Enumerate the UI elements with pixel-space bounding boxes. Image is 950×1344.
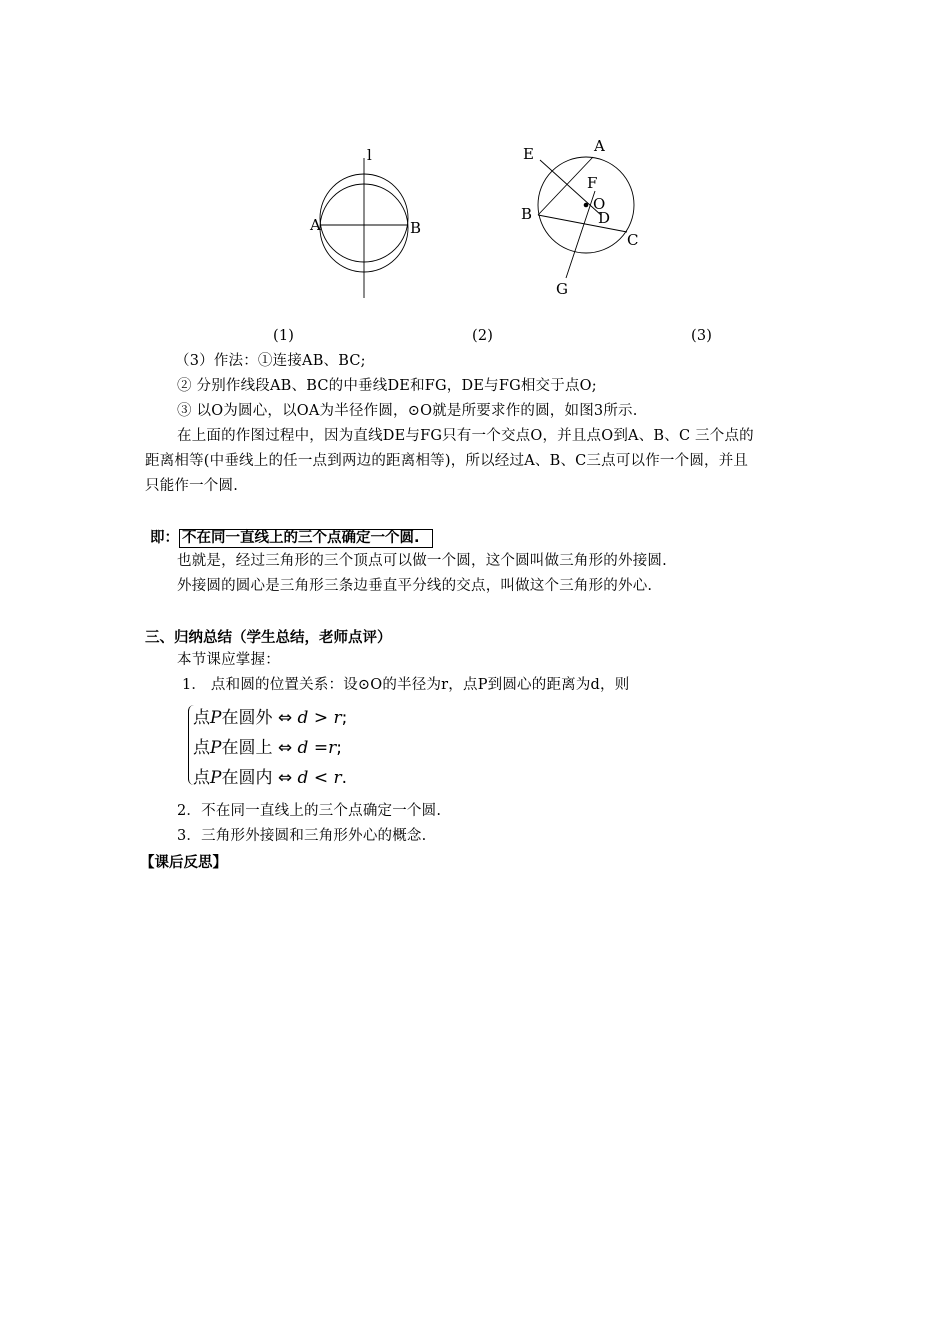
label-b: B	[521, 205, 533, 223]
summary-intro: 本节课应掌握：	[177, 652, 280, 668]
summary-item-3: 3．三角形外接圆和三角形外心的概念.	[177, 828, 427, 844]
label-l: l	[367, 146, 372, 164]
conclusion-boxed-text: 不在同一直线上的三个点确定一个圆.	[179, 529, 433, 548]
figure-1	[300, 140, 435, 302]
label-e: E	[523, 145, 534, 163]
label-c: C	[627, 231, 639, 249]
case-inside: 点P在圆内 ⇔ d < r.	[193, 768, 348, 788]
caption-3: (3)	[691, 328, 713, 344]
conclusion-statement	[150, 526, 433, 547]
label-b: B	[410, 219, 422, 237]
caption-2: (2)	[472, 328, 494, 344]
label-a: A	[594, 137, 605, 155]
summary-heading: 三、归纳总结（学生总结，老师点评）	[145, 630, 392, 646]
label-o: O	[593, 195, 606, 213]
case-on: 点P在圆上 ⇔ d =r;	[193, 738, 342, 758]
explanation-line-3: 只能作一个圆.	[145, 478, 239, 494]
explanation-line-2: 距离相等(中垂线上的任一点到两边的距离相等)，所以经过A、B、C三点可以作一个圆，并且	[145, 453, 749, 469]
conclusion-line-1: 也就是，经过三角形的三个顶点可以做一个圆，这个圆叫做三角形的外接圆.	[177, 553, 667, 569]
conclusion-line-2: 外接圆的圆心是三角形三条边垂直平分线的交点，叫做这个三角形的外心.	[177, 578, 653, 594]
case-outside: 点P在圆外 ⇔ d > r;	[193, 708, 348, 728]
method-line-3: ③ 以O为圆心，以OA为半径作圆，⊙O就是所要求作的圆，如图3所示.	[177, 403, 638, 419]
conclusion-prefix: 即：	[150, 530, 179, 546]
method-line-1: （3）作法：①连接AB、BC;	[175, 353, 366, 369]
summary-item-1: 1． 点和圆的位置关系：设⊙O的半径为r，点P到圆心的距离为d，则	[182, 677, 630, 693]
explanation-line-1: 在上面的作图过程中，因为直线DE与FG只有一个交点O，并且点O到A、B、C 三个点的	[177, 428, 754, 444]
caption-1: (1)	[273, 328, 295, 344]
label-d: D	[598, 209, 611, 227]
summary-item-2: 2．不在同一直线上的三个点确定一个圆.	[177, 803, 442, 819]
line-fg	[566, 191, 595, 278]
method-line-2: ② 分别作线段AB、BC的中垂线DE和FG，DE与FG相交于点O;	[177, 378, 597, 394]
center-point-o	[584, 203, 589, 208]
label-a: A	[310, 216, 321, 234]
reflection-heading: 【课后反思】	[140, 855, 227, 871]
figure-2	[510, 135, 650, 300]
label-f: F	[587, 174, 598, 192]
label-g: G	[556, 280, 568, 298]
